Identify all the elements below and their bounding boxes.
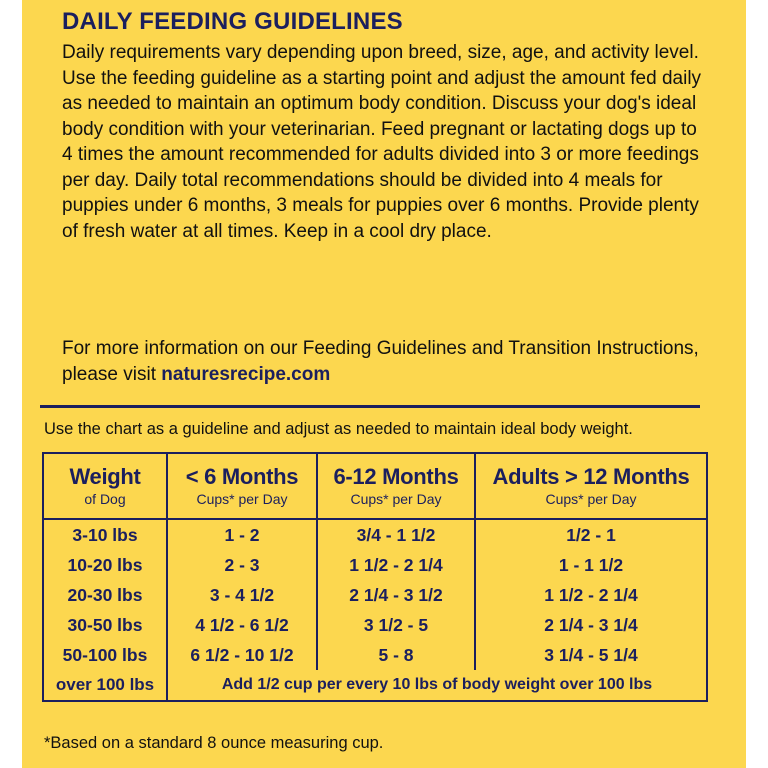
adults-cell: 1 - 1 1/2 xyxy=(475,550,707,580)
weight-cell: over 100 lbs xyxy=(43,670,167,701)
header-sub: Cups* per Day xyxy=(350,491,442,507)
under-6-cell: 4 1/2 - 6 1/2 xyxy=(167,610,317,640)
table-row-over-100 xyxy=(43,670,707,701)
weight-cell: 10-20 lbs xyxy=(43,550,167,580)
table-row xyxy=(43,519,707,550)
more-info-text: For more information on our Feeding Guidelines and Transition Instructions, please visit xyxy=(62,338,699,385)
under-6-cell: 6 1/2 - 10 1/2 xyxy=(167,640,317,670)
adults-cell: 2 1/4 - 3 1/4 xyxy=(475,610,707,640)
header-sub: of Dog xyxy=(84,491,126,507)
weight-cell: 50-100 lbs xyxy=(43,640,167,670)
over-100-note: Add 1/2 cup per every 10 lbs of body weight over 100 lbs xyxy=(167,670,707,701)
header-main: 6-12 Months xyxy=(333,464,459,489)
under-6-cell: 1 - 2 xyxy=(167,519,317,550)
header-6-12 xyxy=(317,453,475,519)
header-main: Adults > 12 Months xyxy=(492,464,690,489)
table-header-row xyxy=(43,453,707,519)
table-row xyxy=(43,640,707,670)
intro-paragraph: Daily requirements vary depending upon breed, size, age, and activity level. Use the feeding guideline as a starting point and adjust the amount fed daily as needed to maintain an optimum body condition. Discuss your dog's ideal body condition with your veterinarian. Feed pregnant or lactating dogs up to 4 times the amount recommended for adults divided into 3 or more feedings per day. Daily total recommendations should be divided into 4 meals for puppies under 6 months, 3 meals for puppies over 6 months. Provide plenty of fresh water at all times. Keep in a cool dry place. xyxy=(62,42,702,242)
6-12-cell: 1 1/2 - 2 1/4 xyxy=(317,550,475,580)
6-12-cell: 5 - 8 xyxy=(317,640,475,670)
header-adults xyxy=(475,453,707,519)
header-weight xyxy=(43,453,167,519)
table-row xyxy=(43,580,707,610)
table-row xyxy=(43,610,707,640)
6-12-cell: 2 1/4 - 3 1/2 xyxy=(317,580,475,610)
adults-cell: 3 1/4 - 5 1/4 xyxy=(475,640,707,670)
under-6-cell: 3 - 4 1/2 xyxy=(167,580,317,610)
header-main: < 6 Months xyxy=(185,464,299,489)
header-sub: Cups* per Day xyxy=(545,491,637,507)
header-sub: Cups* per Day xyxy=(196,491,288,507)
adults-cell: 1 1/2 - 2 1/4 xyxy=(475,580,707,610)
adults-cell: 1/2 - 1 xyxy=(475,519,707,550)
weight-cell: 30-50 lbs xyxy=(43,610,167,640)
website-link[interactable]: naturesrecipe.com xyxy=(161,363,331,385)
chart-note: Use the chart as a guideline and adjust as needed to maintain ideal body weight. xyxy=(44,420,633,438)
6-12-cell: 3/4 - 1 1/2 xyxy=(317,519,475,550)
page-title: DAILY FEEDING GUIDELINES xyxy=(62,8,403,35)
header-main: Weight xyxy=(69,464,141,489)
feeding-table xyxy=(42,452,708,702)
more-info-paragraph xyxy=(62,336,702,387)
divider-rule xyxy=(40,405,700,408)
6-12-cell: 3 1/2 - 5 xyxy=(317,610,475,640)
weight-cell: 20-30 lbs xyxy=(43,580,167,610)
footnote: *Based on a standard 8 ounce measuring cup. xyxy=(44,734,384,752)
header-under-6 xyxy=(167,453,317,519)
weight-cell: 3-10 lbs xyxy=(43,519,167,550)
table-row xyxy=(43,550,707,580)
under-6-cell: 2 - 3 xyxy=(167,550,317,580)
